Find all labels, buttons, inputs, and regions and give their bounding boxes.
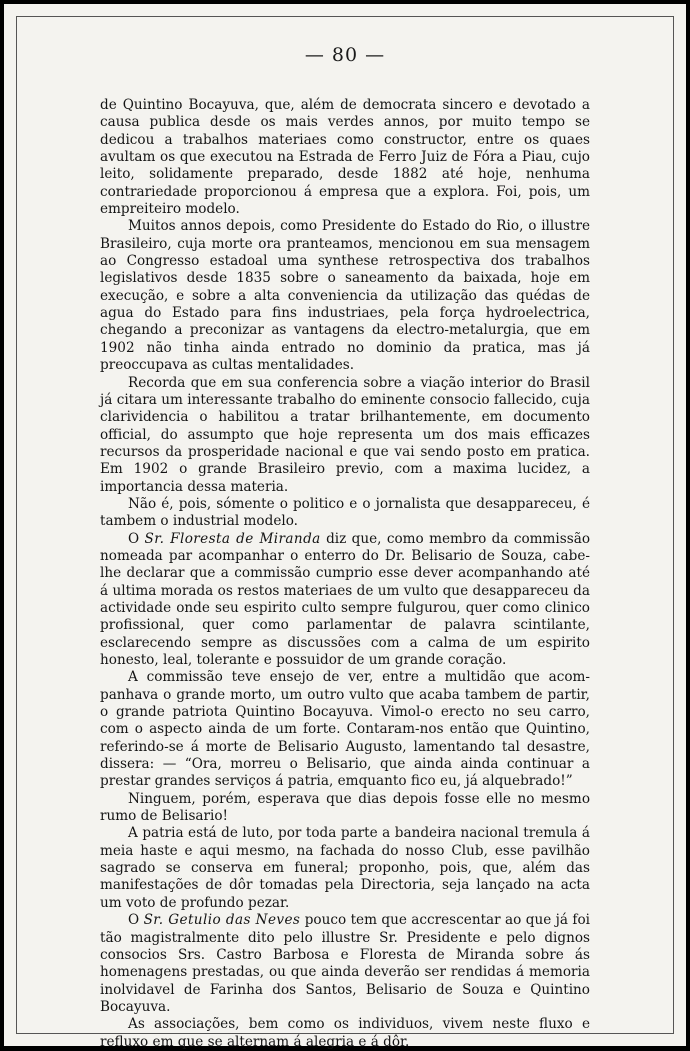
document-page (4, 4, 686, 1050)
body-text (100, 97, 590, 1051)
paragraph (100, 531, 590, 670)
paragraph-text: pouco tem que accrescentar ao que já foi tão magistralmente dito pelo illustre Sr. Presidente e pelo dignos consocios Srs. Castro Barbosa e Floresta de Miranda sobre ás homenagens prestadas, ou que ainda deverão ser rendidas á memoria inolvidavel de Farinha dos Santos, Belisario de Souza e Quintino Bocayuva. (100, 912, 590, 1015)
paragraph-text: Ninguem, porém, esperava que dias depois fosse elle no mesmo rumo de Belisario! (100, 790, 590, 825)
page-number: — 80 — (304, 44, 386, 66)
paragraph (100, 791, 590, 826)
paragraph-text: Muitos annos depois, como Presidente do Estado do Rio, o illustre Brasileiro, cuja morte ora pranteamos, mencionou em sua mensagem ao Congresso estadoal uma synthese retrospectiva dos trabalhos legislativos desde 1835 sobre o saneamento da baixada, hoje em execução, e sobre a alta conveniencia da utilização das quédas de agua do Estado para fins industriaes, pela força hydroelectrica, chegando a preconizar as vantagens da electro-metalurgia, que em 1902 não tinha ainda entrado no dominio da pratica, mas já preoccupava as cultas mentalidades. (100, 218, 590, 374)
paragraph (100, 1016, 590, 1051)
paragraph (100, 669, 590, 790)
paragraph (100, 218, 590, 374)
paragraph (100, 825, 590, 912)
speaker-name: Sr. Getulio das Neves (143, 912, 301, 929)
paragraph (100, 496, 590, 531)
speaker-name: Sr. Floresta de Miranda (144, 530, 321, 547)
paragraph-text: Recorda que em sua conferencia sobre a viação interior do Brasil já citara um interessante trabalho do eminente consocio fallecido, cuja clarividencia o habilitou a tratar brilhantemente, em documento official, do assumpto que hoje representa um dos mais efficazes recursos da prosperidade nacional e que vai sendo posto em pratica. Em 1902 o grande Brasileiro previo, com a maxima lucidez, a importancia dessa materia. (100, 374, 590, 495)
paragraph-text: Não é, pois, sómente o politico e o jornalista que desappareceu, é tambem o industrial modelo. (100, 495, 590, 530)
paragraph (100, 97, 590, 218)
paragraph-text: O (128, 912, 144, 929)
paragraph-text: de Quintino Bocayuva, que, além de democrata sincero e devotado a causa publica desde os mais verdes annos, por muito tempo se dedicou a trabalhos materiaes como constructor, entre os quaes avultam os que executou na Estrada de Ferro Juiz de Fóra a Piau, cujo leito, solidamente preparado, desde 1882 até hoje, nenhuma contrariedade proporcionou á empresa que a explora. Foi, pois, um empreiteiro modelo. (100, 97, 590, 218)
paragraph (100, 375, 590, 496)
paragraph-text: A patria está de luto, por toda parte a bandeira nacional tremula á meia haste e aqui mesmo, na fachada do nosso Club, esse pavilhão sagrado se conserva em funeral; proponho, pois, que, além das manifestações de dôr tomadas pela Directoria, seja lançado na acta um voto de profundo pezar. (100, 825, 590, 911)
paragraph-text: diz que, como membro da commissão nomeada par acompanhar o enterro do Dr. Belisario de Souza, cabe-lhe declarar que a commissão cumprio esse dever acompanhando até á ultima morada os restos materiaes de um vulto que desappareceu da actividade onde seu espirito culto sempre fulgurou, quer como clinico profissional, quer como parlamentar de palavra scintilante, esclarecendo sempre as discussões com a calma de um espirito honesto, leal, tolerante e possuidor de um grande coração. (100, 530, 591, 668)
paragraph (100, 912, 590, 1016)
paragraph-text: O (128, 530, 145, 547)
paragraph-text: As associações, bem como os individuos, vivem neste fluxo e refluxo em que se alternam á alegria e á dôr. (100, 1016, 590, 1050)
paragraph-text: A commissão teve ensejo de ver, entre a multidão que acompanhava o grande morto, um outro vulto que acaba tambem de partir, o grande patriota Quintino Bocayuva. Vimol-o erecto no seu carro, com o aspecto ainda de um forte. Contaram-nos então que Quintino, referindo-se á morte de Belisario Augusto, lamentando tal desastre, dissera: — “Ora, morreu o Belisario, que ainda ainda continuar a prestar grandes serviços á patria, emquanto fico eu, já alquebrado!” (100, 669, 590, 790)
